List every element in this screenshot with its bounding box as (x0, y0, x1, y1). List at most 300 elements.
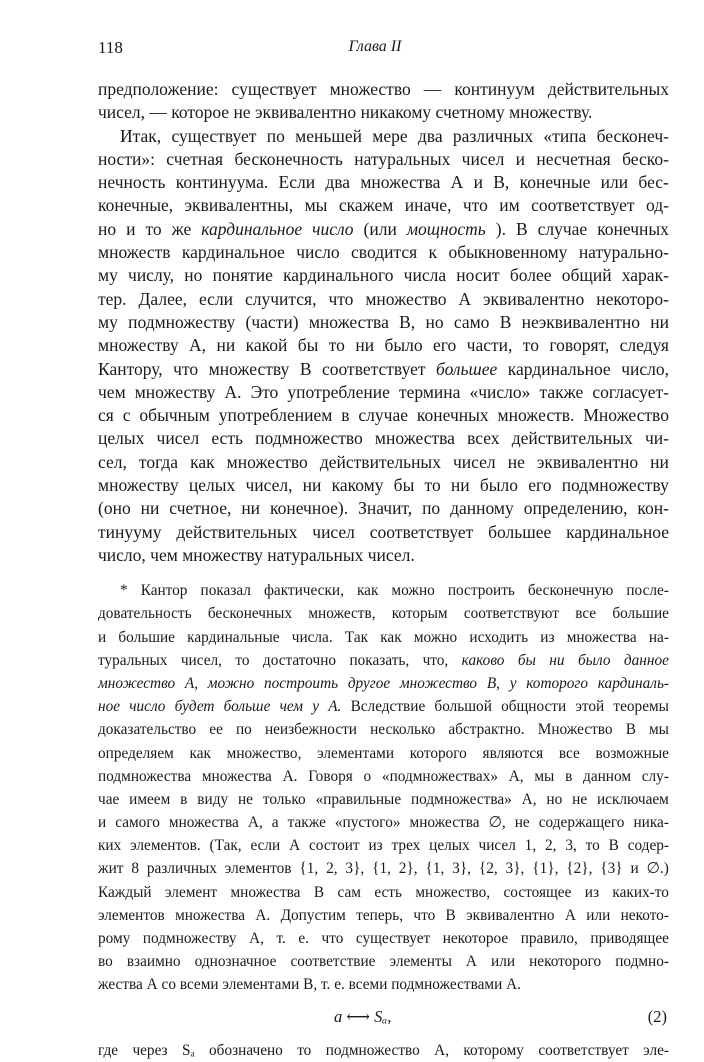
word: большой (434, 698, 492, 716)
formula-2 (98, 1001, 669, 1035)
word: исключаем (597, 790, 669, 808)
text-line (98, 788, 669, 811)
word: B (608, 837, 619, 855)
word: множеству. (509, 102, 593, 123)
italic-word: большее (436, 358, 498, 379)
text-line (98, 544, 669, 567)
word: «число» (469, 381, 531, 402)
word: подмножество (255, 428, 363, 449)
word: всеми (179, 976, 219, 994)
word: бесконеч- (596, 125, 669, 146)
word: само (453, 311, 490, 332)
chapter-title: Глава II (348, 38, 402, 55)
word: множества (201, 767, 272, 785)
word: определению, (523, 498, 628, 519)
word: мы (304, 195, 328, 216)
word: неизбежности (264, 721, 357, 739)
word: счетная (166, 148, 224, 169)
text-line (98, 811, 669, 834)
word: понятие (212, 265, 273, 286)
word: 3}, (452, 860, 471, 878)
word: не (572, 790, 588, 808)
text-line (98, 358, 669, 381)
word: 2}, (398, 860, 418, 878)
text-line (98, 881, 669, 904)
word: B, (303, 976, 318, 994)
word: туральных (98, 651, 168, 669)
text-line (98, 950, 669, 973)
italic-word: A, (184, 674, 199, 692)
word: каких-то (612, 883, 669, 901)
word: тогда (138, 451, 179, 472)
word: кардинальное (181, 242, 285, 263)
word: Это (250, 381, 279, 402)
running-header (98, 38, 652, 62)
word: Каждый (98, 883, 152, 901)
word: два (417, 125, 443, 146)
word: A, (189, 335, 207, 356)
word: множества (409, 814, 480, 832)
text-line (98, 311, 669, 334)
word: множества (360, 172, 441, 193)
word: и (98, 814, 107, 832)
italic-word: у (509, 674, 517, 692)
word: сводится (351, 242, 418, 263)
word: общий (561, 265, 612, 286)
word: подмножества (98, 767, 192, 785)
word: A. (255, 906, 271, 924)
word: целых (98, 428, 145, 449)
word: множеств. (497, 405, 575, 426)
italic-word: было (577, 651, 611, 669)
word: Кантору, (98, 358, 163, 379)
word: всеми (348, 976, 388, 994)
word: мере (372, 125, 408, 146)
paragraph (98, 125, 669, 568)
italic-word: другое (347, 674, 391, 692)
word: Допустим (280, 906, 346, 924)
word: и (515, 148, 526, 169)
text-line (98, 148, 669, 171)
word: «типа (543, 125, 587, 146)
word: но (98, 218, 117, 239)
word: множеству (208, 358, 290, 379)
word: имеем (129, 790, 171, 808)
word: беско- (622, 148, 669, 169)
word: ни (216, 335, 236, 356)
word: A (564, 906, 576, 924)
word: случае (537, 218, 588, 239)
word: жит (98, 860, 124, 878)
text-line (98, 404, 669, 427)
word: кардинальные (187, 628, 280, 646)
word: обычным (139, 405, 210, 426)
paragraph (98, 78, 669, 125)
word: случае (358, 405, 408, 426)
word: состоящее (503, 883, 572, 901)
word: не (238, 790, 253, 808)
word: правило, (520, 930, 578, 948)
main-text (98, 78, 669, 567)
word: кардинальное (566, 521, 669, 542)
word: но (184, 265, 203, 286)
word: или (600, 172, 629, 193)
text-line (98, 451, 669, 474)
text-line (98, 742, 669, 765)
word: из (540, 628, 555, 646)
word: иначе, (404, 195, 452, 216)
word: чисел, (245, 475, 293, 496)
word: элементов. (130, 837, 201, 855)
word: множества (230, 883, 301, 901)
text-line (98, 101, 669, 124)
word: подмножеству (561, 475, 669, 496)
word: ни (302, 475, 322, 496)
word: множество, (415, 883, 491, 901)
text-line (98, 718, 669, 741)
text-line (98, 927, 669, 950)
word: ности»: (98, 148, 155, 169)
word: элементами (222, 976, 300, 994)
word: множеству (182, 544, 263, 565)
word: большее (488, 521, 552, 542)
word: жества (98, 976, 143, 994)
word: теоремы (613, 698, 669, 716)
word: то (328, 335, 345, 356)
italic-word: ное (98, 698, 121, 716)
word: число, (621, 358, 669, 379)
word: конечное). (269, 498, 349, 519)
word: множеству (134, 381, 216, 402)
word: по (236, 721, 252, 739)
word: все (575, 605, 597, 623)
word: ника- (633, 814, 669, 832)
text-line (98, 194, 669, 217)
formula-label: (2) (647, 1006, 667, 1026)
word: как (380, 628, 402, 646)
word: со (161, 976, 176, 994)
word: о (363, 767, 372, 785)
word: подмножеству (142, 930, 237, 948)
italic-word: можно (207, 674, 255, 692)
word: самого (115, 814, 160, 832)
word: им (499, 195, 520, 216)
italic-word: мощность (406, 218, 486, 239)
word: показать, (349, 651, 410, 669)
word: существует (231, 79, 317, 99)
word: состоит (309, 837, 360, 855)
word: приводящее (590, 930, 669, 948)
word: континуум (454, 79, 535, 99)
word: всех (467, 428, 500, 449)
word: Так (344, 628, 369, 646)
text-line (98, 218, 669, 241)
word: где (98, 1041, 119, 1059)
word: бы (297, 335, 319, 356)
word: есть (374, 883, 402, 901)
word: чисел (478, 837, 516, 855)
word: но (425, 311, 444, 332)
word: B (499, 311, 512, 332)
word: е. (334, 976, 345, 994)
word: и (126, 218, 136, 239)
word: однозначное (194, 953, 277, 971)
word: подмножествами (391, 976, 503, 994)
word: только (262, 790, 306, 808)
word: Кантор (140, 582, 188, 600)
word: эквивалентно (466, 906, 555, 924)
word: то (145, 218, 162, 239)
continuation-text (98, 1039, 669, 1062)
word: чи- (644, 428, 669, 449)
text-line (98, 497, 669, 520)
word: * (120, 582, 128, 600)
word: чисел, (98, 102, 146, 123)
word: с (122, 405, 131, 426)
word: бес- (638, 172, 669, 193)
word: то (297, 1041, 312, 1059)
word: A (465, 953, 477, 971)
word: то (585, 837, 600, 855)
text-line (98, 264, 669, 287)
word: бесконечных (207, 605, 293, 623)
word: ее (209, 721, 223, 739)
word: действительных (511, 428, 633, 449)
word: содер- (627, 837, 669, 855)
word: что (328, 288, 354, 309)
word: «подмножествах» (381, 767, 499, 785)
word: что (413, 906, 436, 924)
word: натуральных (267, 544, 364, 565)
italic-word: кардиналь- (597, 674, 669, 692)
word: эквивалентно (483, 288, 585, 309)
word: теперь, (356, 906, 404, 924)
word: достаточно (262, 651, 337, 669)
word: и (98, 628, 107, 646)
word: ни (241, 498, 261, 519)
word: данном (583, 767, 632, 785)
word: множество (365, 288, 447, 309)
word: множества (175, 906, 246, 924)
word: или (586, 906, 611, 924)
word: B (445, 906, 456, 924)
word: тинууму (98, 521, 162, 542)
word: согласует- (592, 381, 669, 402)
text-line (98, 427, 669, 450)
word: что, (422, 651, 449, 669)
word: определяем (98, 744, 174, 762)
word: говорят, (549, 335, 610, 356)
word: некоторого (529, 953, 602, 971)
word: 2, (545, 837, 557, 855)
word: чисел, (180, 651, 222, 669)
word: доказательство (98, 721, 197, 739)
italic-word: число (312, 218, 354, 239)
word: более (509, 265, 552, 286)
word: то (235, 651, 250, 669)
word: элементов (98, 906, 165, 924)
word: к (428, 242, 438, 263)
text-line (98, 904, 669, 927)
text-line (98, 1039, 669, 1062)
word: счетное, (169, 498, 232, 519)
word: чае (98, 790, 120, 808)
word: которое (171, 102, 230, 123)
word: — (149, 102, 167, 123)
word: числа. (291, 628, 333, 646)
italic-word: бы (517, 651, 536, 669)
word: на- (648, 628, 669, 646)
italic-word: A. (328, 698, 342, 716)
word: которого (409, 744, 467, 762)
word: множеств, (308, 605, 376, 623)
word: {1, (425, 860, 445, 878)
word: взаимно (126, 953, 181, 971)
word: как (189, 744, 211, 762)
word: после- (626, 582, 669, 600)
word: неэквивалентно (521, 311, 640, 332)
word: 3}, (505, 860, 525, 878)
text-line (98, 125, 669, 148)
word: никакому (360, 102, 432, 123)
word: счетному (435, 102, 505, 123)
italic-word: у (312, 698, 320, 716)
word: мы (649, 721, 669, 739)
word: 2, (326, 860, 338, 878)
word: кон- (637, 498, 669, 519)
word: случится, (245, 288, 317, 309)
word: термина (398, 381, 461, 402)
word: целых (429, 837, 470, 855)
word: элемент (165, 883, 218, 901)
word: ∅.) (646, 860, 669, 878)
word: множества (168, 814, 239, 832)
word: множеству (98, 335, 179, 356)
word: существует (355, 930, 431, 948)
word: соответствие (290, 953, 376, 971)
word: A (450, 172, 464, 193)
word: ∅, (488, 814, 506, 832)
word: какой (245, 335, 288, 356)
word: нечность (98, 172, 166, 193)
word: виду (197, 790, 229, 808)
word: множества (566, 628, 637, 646)
word: {2, (478, 860, 498, 878)
word: употребление (287, 381, 390, 402)
word: действительных (547, 79, 669, 99)
word: чисел. (367, 544, 415, 565)
word: то (522, 335, 539, 356)
word: A. (224, 381, 242, 402)
word: множеств (98, 242, 171, 263)
word: Значит, (358, 498, 413, 519)
word: конечные (519, 172, 591, 193)
text-line (98, 602, 669, 625)
word: Если (278, 172, 316, 193)
word: 3, (565, 837, 577, 855)
italic-word: множество (98, 674, 176, 692)
word: некоторое (442, 930, 509, 948)
word: бы (393, 475, 415, 496)
word: по (266, 125, 285, 146)
word: несколько (370, 721, 436, 739)
italic-word: ни (549, 651, 565, 669)
word: Sₐ (181, 1041, 195, 1059)
word: по (422, 498, 441, 519)
word: же (171, 218, 192, 239)
word: A (289, 837, 301, 855)
word: также (287, 814, 326, 832)
word: 3}, (345, 860, 365, 878)
word: которым (391, 605, 448, 623)
word: ся (98, 405, 114, 426)
word: кардинального (283, 265, 394, 286)
word: возможные (595, 744, 669, 762)
text-line (98, 381, 669, 404)
word: конечных (416, 405, 489, 426)
word: натурально- (578, 242, 669, 263)
word: носит (456, 265, 500, 286)
word: соответствует (538, 1041, 629, 1059)
word: показал (200, 582, 251, 600)
word: 8 (131, 860, 139, 878)
word: или (491, 953, 516, 971)
word: харак- (621, 265, 669, 286)
word: но (546, 790, 563, 808)
text-line (98, 834, 669, 857)
word: несчетная (536, 148, 611, 169)
word: Итак, (120, 125, 162, 146)
word: (Так, (209, 837, 242, 855)
word: в (565, 767, 573, 785)
word: «пустого» (334, 814, 401, 832)
text-line (98, 474, 669, 497)
word: ни (140, 498, 160, 519)
word: Множество (583, 405, 669, 426)
word: фактически, (264, 582, 344, 600)
word: как (356, 582, 379, 600)
text-line (98, 171, 669, 194)
footnote (98, 579, 669, 996)
word: сел, (98, 451, 127, 472)
word: рому (98, 930, 131, 948)
word: (оно (98, 498, 131, 519)
word: два (325, 172, 351, 193)
word: как (190, 451, 215, 472)
word: — (423, 79, 442, 99)
word: множество (226, 451, 308, 472)
word: и (630, 860, 639, 878)
word: действительных (176, 521, 298, 542)
word: A. (506, 976, 521, 994)
word: подмножеству (128, 311, 236, 332)
word: континуума. (175, 172, 269, 193)
word: {1, (299, 860, 319, 878)
word: общности (501, 698, 567, 716)
word: {1}, (532, 860, 559, 878)
word: можно (413, 628, 458, 646)
text-line (98, 765, 669, 788)
word: некото- (620, 906, 669, 924)
word: в (180, 790, 188, 808)
word: большие (118, 628, 175, 646)
word: бесконечность (234, 148, 343, 169)
text-line (98, 334, 669, 357)
word: из (368, 837, 383, 855)
word: подмножество (325, 1041, 420, 1059)
word: через (132, 1041, 168, 1059)
word: од- (646, 195, 669, 216)
